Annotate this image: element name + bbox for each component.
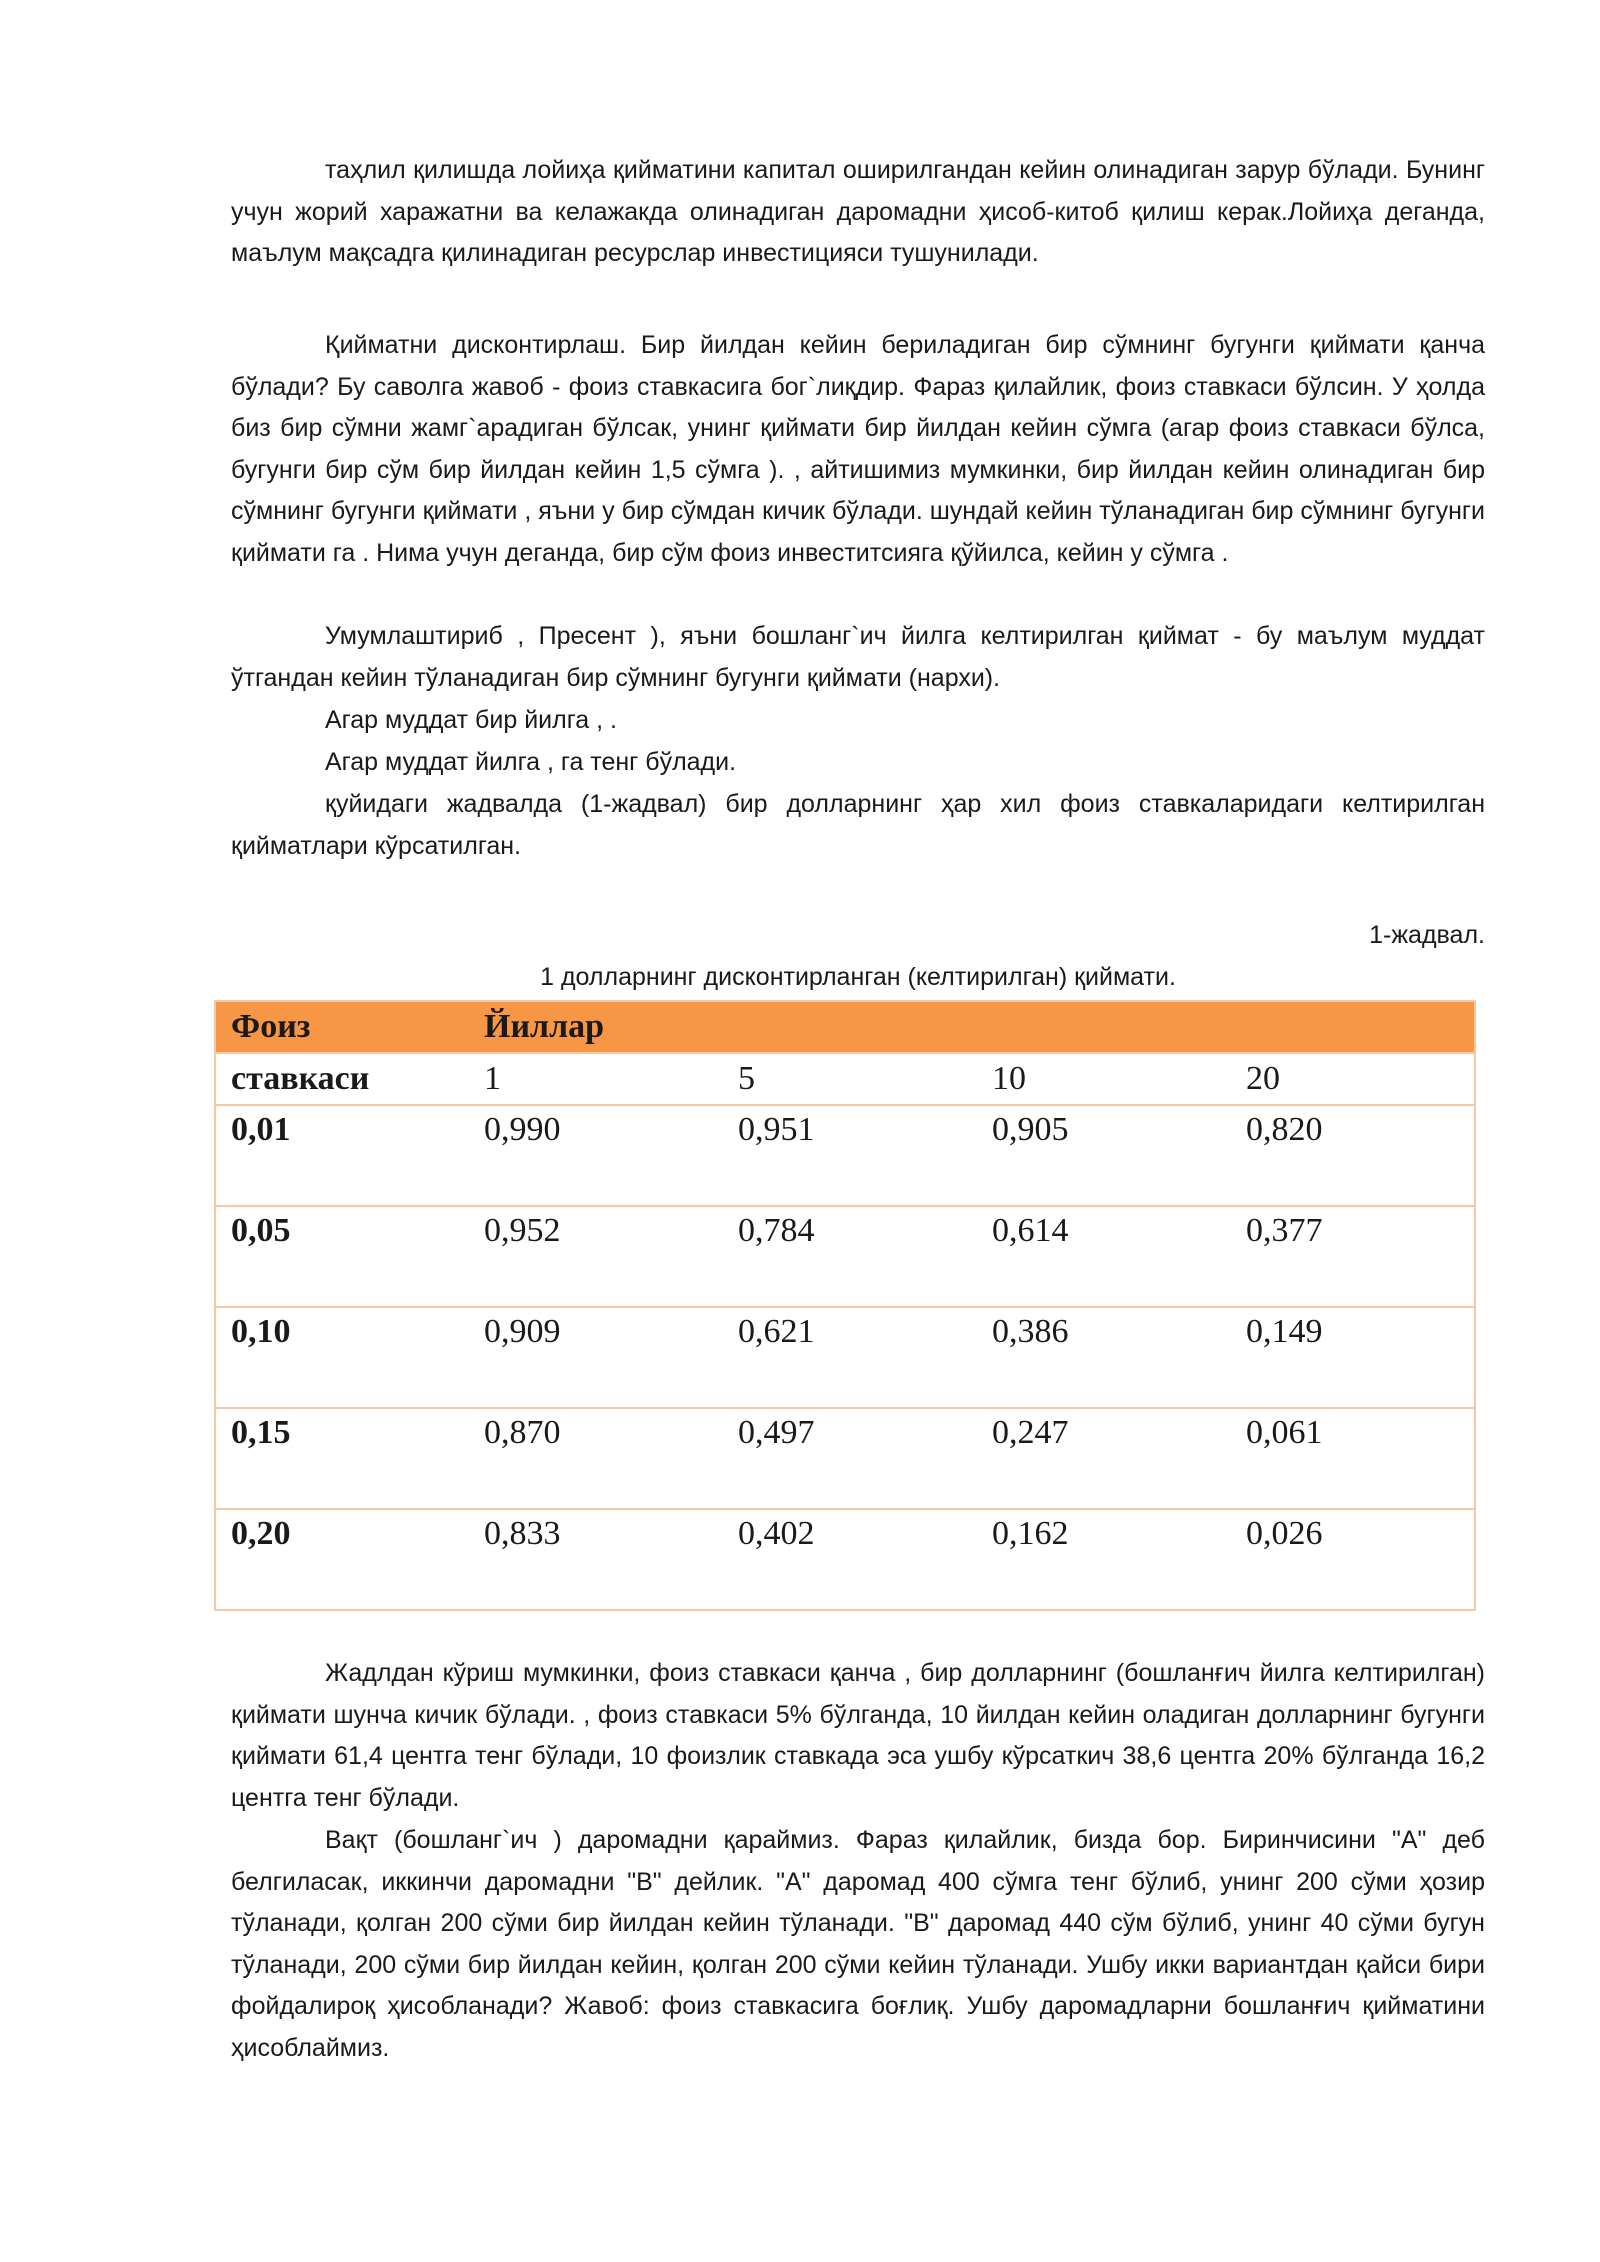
value-cell: 0,905 [977, 1105, 1231, 1206]
table-header-row [215, 1001, 1475, 1053]
value-cell: 0,784 [723, 1206, 977, 1307]
year-header: 20 [1231, 1053, 1475, 1105]
paragraph-discounting: Қийматни дисконтирлаш. Бир йилдан кейин бериладиган бир сўмнинг бугунги қиймати қанча бўлади? Бу саволга жавоб - фоиз ставкасига бог`лиқдир. Фараз қилайлик, фоиз ставкаси бўлсин. У ҳолда биз бир сўмни жамг`арадиган бўлсак, унинг қиймати бир йилдан кейин сўмга (агар фоиз ставкаси бўлса, бугунги бир сўм бир йилдан кейин 1,5 сўмга ). , айтишимиз мумкинки, бир йилдан кейин олинадиган бир сўмнинг бугунги қиймати , яъни у бир сўмдан кичик бўлади. шундай кейин тўланадиган бир сўмнинг бугунги қиймати га . Нима учун деганда, бир сўм фоиз инвеститсияга қўйилса, кейин у сўмга . [231, 331, 1485, 567]
year-header: 10 [977, 1053, 1231, 1105]
table-label: 1-жадвал. [1369, 921, 1485, 949]
paragraph-present-value: Умумлаштириб , Пресент ), яъни бошланг`ич йилга келтирилган қиймат - бу маълум муддат ўтгандан кейин тўланадиган бир сўмнинг бугунги қиймати (нархи). [231, 622, 1485, 692]
value-cell: 0,377 [1231, 1206, 1475, 1307]
value-cell: 0,952 [469, 1206, 723, 1307]
paragraph-n-years: Агар муддат йилга , га тенг бўлади. [325, 748, 737, 776]
value-cell: 0,870 [469, 1408, 723, 1509]
value-cell: 0,497 [723, 1408, 977, 1509]
paragraph-project-analysis: таҳлил қилишда лойиҳа қийматини капитал оширилгандан кейин олинадиган зарур бўлади. Бунинг учун жорий харажатни ва келажакда олинадиган даромадни ҳисоб-китоб қилиш керак.Лойиҳа деганда, маълум мақсадга қилинадиган ресурслар инвестицияси тушунилади. [231, 156, 1485, 268]
value-cell: 0,149 [1231, 1307, 1475, 1408]
value-cell: 0,621 [723, 1307, 977, 1408]
table-row [215, 1408, 1475, 1509]
header-years: Йиллар [469, 1001, 1475, 1053]
value-cell: 0,026 [1231, 1509, 1475, 1610]
subheader-rate: ставкаси [215, 1053, 469, 1105]
value-cell: 0,386 [977, 1307, 1231, 1408]
table-subheader-row [215, 1053, 1475, 1105]
paragraph-one-year: Агар муддат бир йилга , . [325, 706, 617, 734]
rate-cell: 0,15 [215, 1408, 469, 1509]
header-rate: Фоиз [215, 1001, 469, 1053]
value-cell: 0,614 [977, 1206, 1231, 1307]
paragraph-table-intro: қуйидаги жадвалда (1-жадвал) бир долларнинг ҳар хил фоиз ставкаларидаги келтирилган қийматлари кўрсатилган. [231, 790, 1485, 860]
table-caption: 1 долларнинг дисконтирланган (келтирилган) қиймати. [540, 963, 1176, 991]
paragraph-income-example: Вақт (бошланг`ич ) даромадни қараймиз. Фараз қилайлик, бизда бор. Биринчисини "А" деб белгиласак, иккинчи даромадни "В" дейлик. "А" даромад 400 сўмга тенг бўлиб, унинг 200 сўми ҳозир тўланади, қолган 200 сўми бир йилдан кейин тўланади. "В" даромад 440 сўм бўлиб, унинг 40 сўми бугун тўланади, 200 сўми бир йилдан кейин, қолган 200 сўми кейин тўланади. Ушбу икки вариантдан қайси бири фойдалироқ ҳисобланади? Жавоб: фоиз ставкасига боғлиқ. Ушбу даромадларни бошланғич қийматини ҳисоблаймиз. [231, 1826, 1485, 2062]
year-header: 5 [723, 1053, 977, 1105]
value-cell: 0,247 [977, 1408, 1231, 1509]
rate-cell: 0,05 [215, 1206, 469, 1307]
value-cell: 0,162 [977, 1509, 1231, 1610]
value-cell: 0,990 [469, 1105, 723, 1206]
value-cell: 0,909 [469, 1307, 723, 1408]
table-row [215, 1105, 1475, 1206]
rate-cell: 0,10 [215, 1307, 469, 1408]
value-cell: 0,820 [1231, 1105, 1475, 1206]
value-cell: 0,833 [469, 1509, 723, 1610]
value-cell: 0,402 [723, 1509, 977, 1610]
value-cell: 0,951 [723, 1105, 977, 1206]
rate-cell: 0,20 [215, 1509, 469, 1610]
discount-table [214, 1000, 1476, 1611]
rate-cell: 0,01 [215, 1105, 469, 1206]
year-header: 1 [469, 1053, 723, 1105]
table-row [215, 1509, 1475, 1610]
table-row [215, 1307, 1475, 1408]
paragraph-table-conclusion: Жадлдан кўриш мумкинки, фоиз ставкаси қанча , бир долларнинг (бошланғич йилга келтирилган) қиймати шунча кичик бўлади. , фоиз ставкаси 5% бўлганда, 10 йилдан кейин оладиган долларнинг бугунги қиймати 61,4 центга тенг бўлади, 10 фоизлик ставкада эса ушбу кўрсаткич 38,6 центга 20% бўлганда 16,2 центга тенг бўлади. [231, 1659, 1485, 1812]
value-cell: 0,061 [1231, 1408, 1475, 1509]
table-row [215, 1206, 1475, 1307]
